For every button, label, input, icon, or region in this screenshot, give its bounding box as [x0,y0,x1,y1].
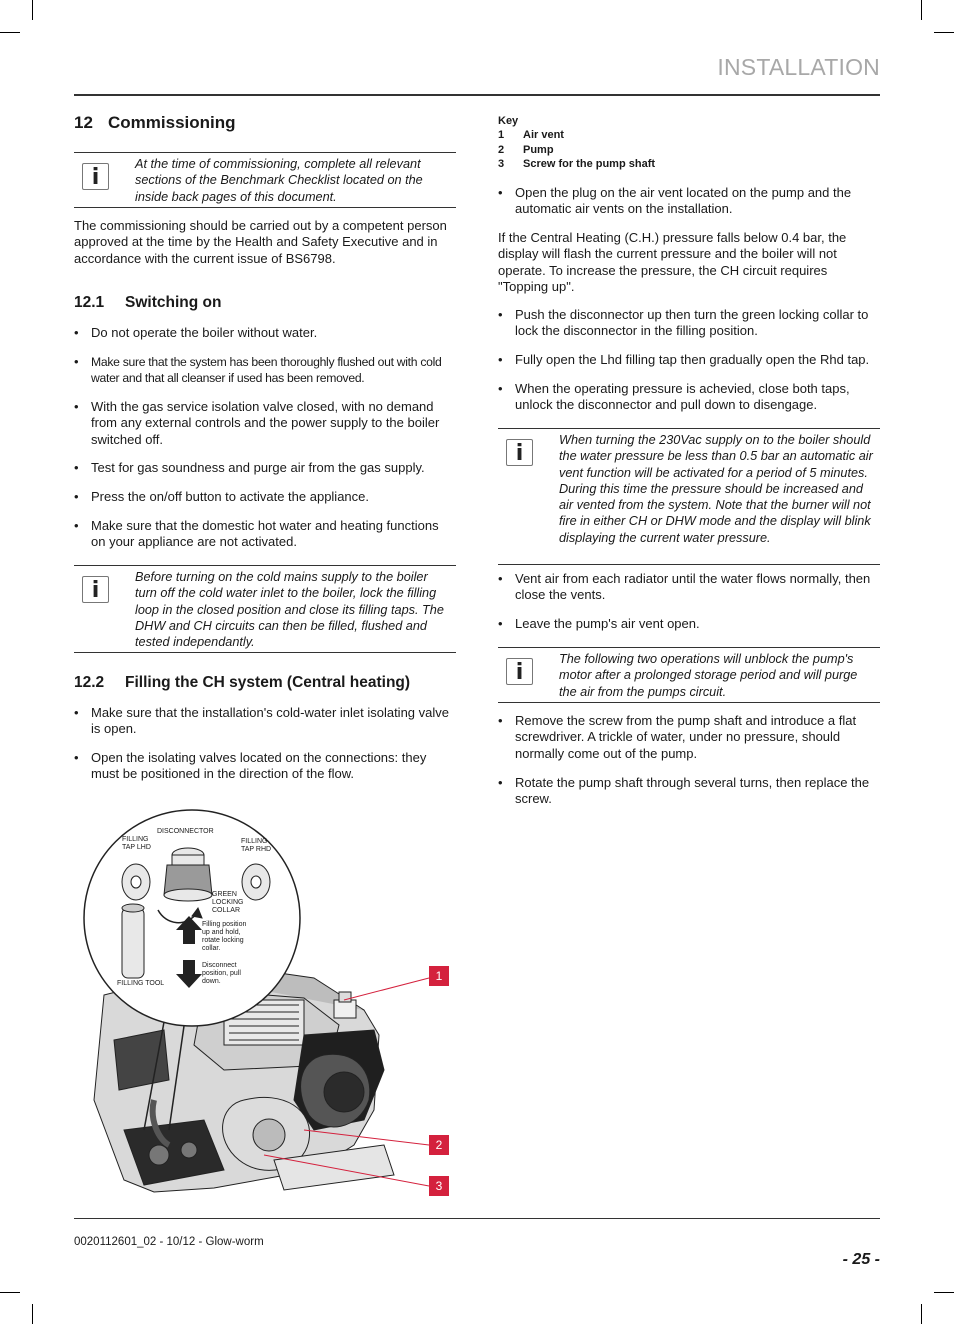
list-item: • Remove the screw from the pump shaft and introduce a flat screwdriver. A trickle of water, under no pressure, should normally come out of the pump. [498,713,857,761]
list-item: • Press the on/off button to activate the appliance. [74,489,370,504]
label-filling-position: Filling position up and hold, rotate locking collar. [202,921,247,952]
note-text: At the time of commissioning, complete all relevant sections of the Benchmark Checklist located on the inside back pages of this document. [135,157,423,204]
label-disconnect-position: Disconnect position, pull down. [202,962,241,985]
boiler-illustration [74,800,456,1200]
list-item: • Push the disconnector up then turn the green locking collar to lock the disconnector in the filling position. [498,307,869,339]
crop-mark [0,32,20,33]
info-icon: i [82,163,109,190]
key-item: 1 Air vent [498,129,564,142]
boiler-filling-figure [74,800,456,1200]
crop-mark [32,0,33,20]
section-number: 12.1 [74,294,105,311]
key-title: Key [498,115,519,127]
list-item: • Make sure that the domestic hot water and heating functions on your appliance are not activated. [74,518,439,550]
section-heading-12-2 [74,674,410,692]
crop-mark [934,1292,954,1293]
crop-mark [0,1292,20,1293]
header-divider [74,94,880,96]
list-item: • Rotate the pump shaft through several turns, then replace the screw. [498,775,870,807]
label-green-locking-collar: GREEN LOCKING COLLAR [212,891,244,914]
chapter-heading [74,113,236,133]
page-number: - 25 - [842,1251,880,1268]
section-number: 12.2 [74,674,105,691]
note-text: Before turning on the cold mains supply to the boiler turn off the cold water inlet to the boiler, lock the filling loop in the closed position and close its filling taps. The DHW and CH circuits can then be filled, flushed and tested independantly. [135,570,444,650]
section-heading-12-1 [74,294,221,312]
chapter-number: 12 [74,113,93,132]
list-item: • Fully open the Lhd filling tap then gradually open the Rhd tap. [498,352,870,367]
crop-mark [921,1304,922,1324]
info-note [498,428,880,565]
info-icon: i [82,576,109,603]
info-note [74,152,456,208]
note-text: When turning the 230Vac supply on to the boiler should the water pressure be less than 0.5 bar an automatic air vent function will be activated for a period of 5 minutes. During this time the pressure should be increased and air vented from the system. Note that the burner will not fire in either CH or DHW mode and the display will blink displaying the current water pressure. [559,433,873,545]
figure-key [498,114,655,172]
info-note [498,647,880,703]
document-reference: 0020112601_02 - 10/12 - Glow-worm [74,1236,264,1248]
crop-mark [32,1304,33,1324]
info-note [74,565,456,653]
list-item: • With the gas service isolation valve closed, with no demand from any external controls and the power supply to the boiler switched off. [74,399,440,447]
section-title: INSTALLATION [717,54,880,80]
footer-divider [74,1218,880,1219]
callout-2: 2 [429,1135,449,1155]
crop-mark [934,32,954,33]
callout-3: 3 [429,1176,449,1196]
list-item: • Open the isolating valves located on the connections: they must be positioned in the direction of the flow. [74,750,427,782]
callout-1: 1 [429,966,449,986]
info-icon: i [506,658,533,685]
section-title-text: Filling the CH system (Central heating) [125,674,411,691]
key-item: 2 Pump [498,143,554,156]
list-item: • Make sure that the installation's cold-water inlet isolating valve is open. [74,705,449,737]
label-filling-tool: FILLING TOOL [117,980,165,987]
key-item: 3 Screw for the pump shaft [498,158,656,171]
note-text: The following two operations will unblock the pump's motor after a prolonged storage period and will purge the air from the pumps circuit. [559,652,858,699]
list-item: • Test for gas soundness and purge air from the gas supply. [74,460,425,475]
label-filling-tap-lhd: FILLING TAP LHD [122,836,151,851]
list-item: • Vent air from each radiator until the water flows normally, then close the vents. [498,571,871,603]
list-item: • Make sure that the system has been thoroughly flushed out with cold water and that all cleanser if used has been removed. [74,354,442,386]
intro-paragraph: The commissioning should be carried out by a competent person approved at the time by the Health and Safety Executive and in accordance with the current issue of BS6798. [74,218,447,266]
list-item: • Leave the pump's air vent open. [498,616,700,631]
label-filling-tap-rhd: FILLING TAP RHD [241,838,272,853]
info-icon: i [506,439,533,466]
list-item: • When the operating pressure is achevied, close both taps, unlock the disconnector and pull down to disengage. [498,381,850,413]
label-disconnector: DISCONNECTOR [157,828,214,835]
chapter-title: Commissioning [108,113,236,132]
list-item: • Open the plug on the air vent located on the pump and the automatic air vents on the installation. [498,185,852,217]
list-item: • Do not operate the boiler without water. [74,325,318,340]
pressure-paragraph: If the Central Heating (C.H.) pressure falls below 0.4 bar, the display will flash the current pressure and the boiler will not operate. To increase the pressure, the CH circuit requires "Topping up". [498,230,847,294]
section-title-text: Switching on [125,294,222,311]
crop-mark [921,0,922,20]
